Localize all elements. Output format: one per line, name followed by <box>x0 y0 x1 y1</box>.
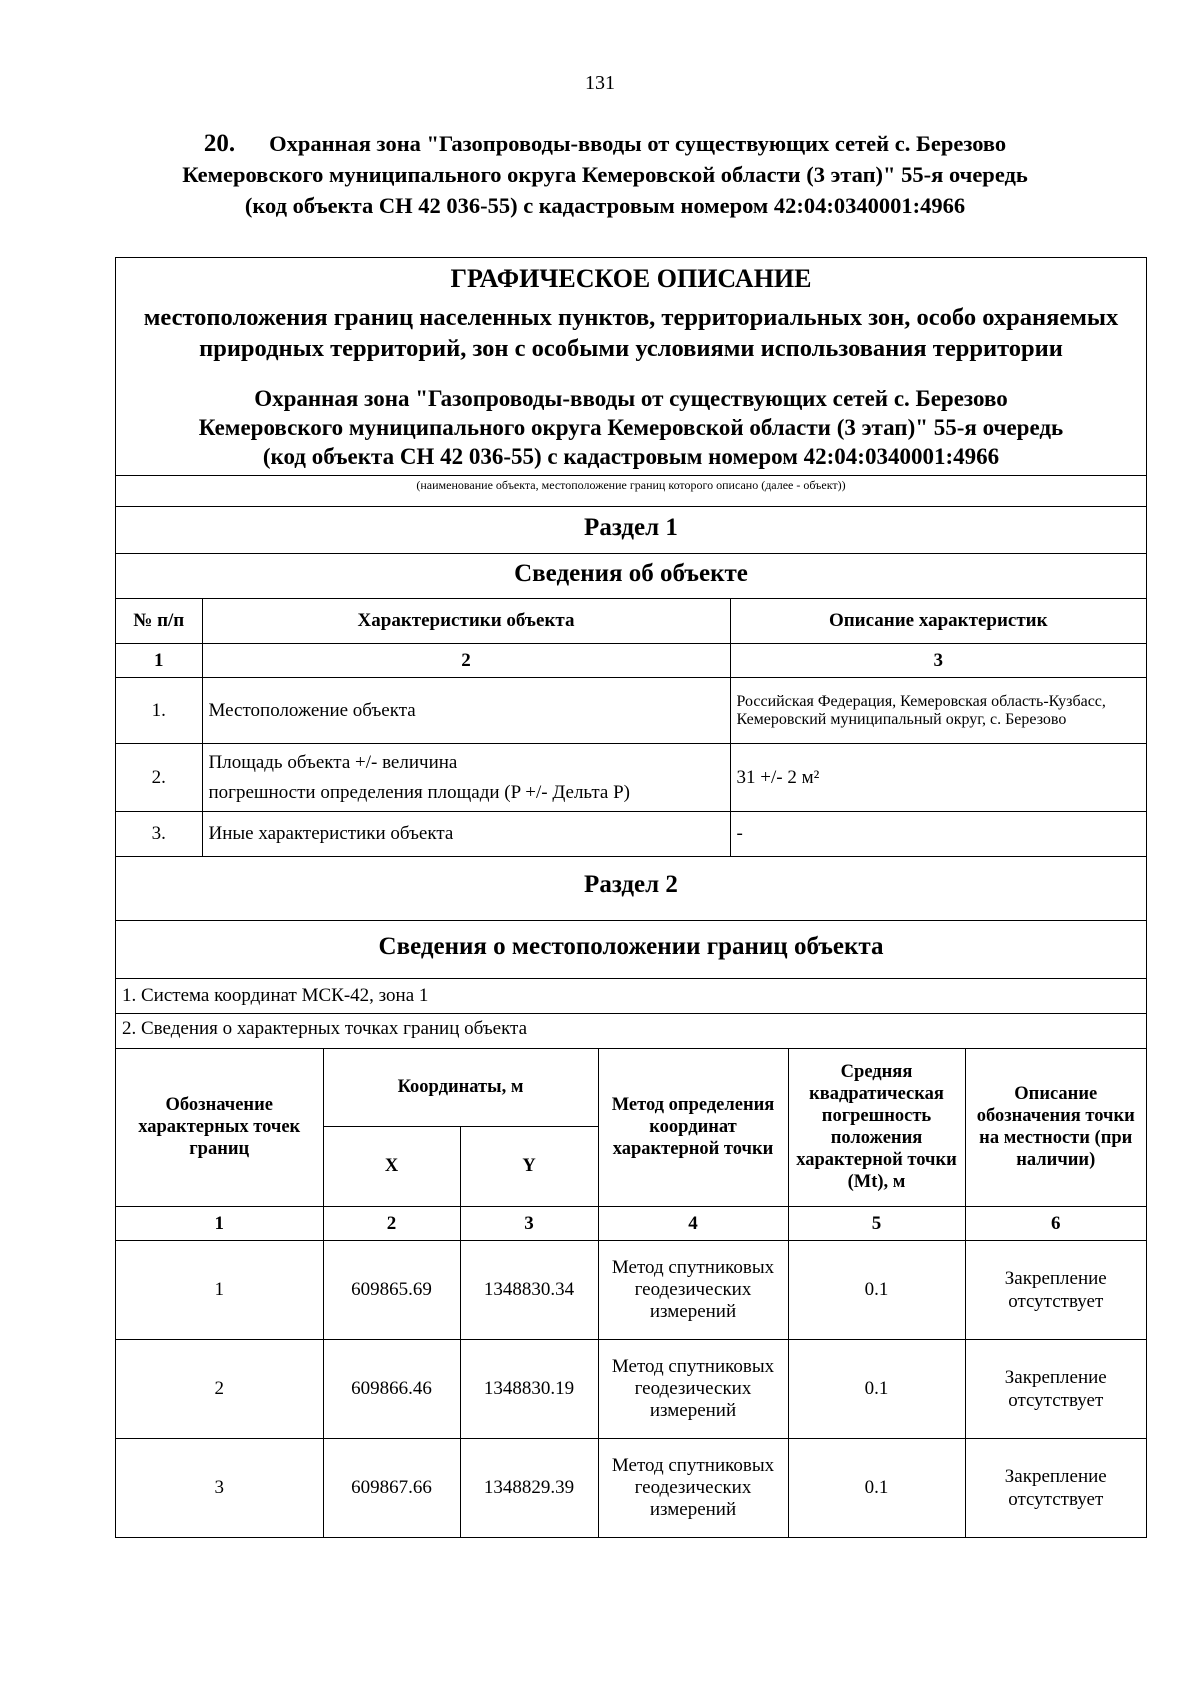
header-method: Метод определения координат характерной точки <box>598 1048 788 1206</box>
point-x: 609866.46 <box>323 1339 460 1438</box>
boundary-points-table <box>116 1048 1146 1538</box>
heading-number: 20. <box>203 130 236 157</box>
table-row <box>116 812 1146 856</box>
heading-line-1: Охранная зона "Газопроводы-вводы от существующих сетей с. Березово <box>269 131 1007 156</box>
row-value: 31 +/- 2 м² <box>730 744 1146 812</box>
index-cell: 6 <box>965 1206 1146 1240</box>
section-1-subtitle: Сведения об объекте <box>116 553 1146 598</box>
point-mt: 0.1 <box>788 1339 965 1438</box>
row-name <box>202 744 730 812</box>
point-y: 1348830.19 <box>460 1339 598 1438</box>
header-x: X <box>323 1126 460 1206</box>
point-method: Метод спутниковых геодезических измерений <box>598 1240 788 1339</box>
header-point-description: Описание обозначения точки на местности (при наличии) <box>965 1048 1146 1206</box>
point-x: 609867.66 <box>323 1438 460 1537</box>
row-num: 2. <box>116 744 202 812</box>
row-value: - <box>730 812 1146 856</box>
row-name-line-1: Площадь объекта +/- величина <box>208 751 458 773</box>
page-number: 131 <box>585 72 615 94</box>
table-row <box>116 1438 1146 1537</box>
index-cell: 2 <box>202 644 730 678</box>
index-cell: 4 <box>598 1206 788 1240</box>
points-index-row <box>116 1206 1146 1240</box>
section-2-subtitle: Сведения о местоположении границ объекта <box>116 920 1146 978</box>
header-num: № п/п <box>116 599 202 644</box>
table-row <box>116 678 1146 744</box>
object-name <box>116 384 1146 475</box>
point-id: 2 <box>116 1339 323 1438</box>
object-info-table <box>116 598 1146 856</box>
heading-line-2: Кемеровского муниципального округа Кемеровской области (3 этап)" 55-я очередь <box>182 162 1028 187</box>
row-num: 1. <box>116 678 202 744</box>
point-y: 1348830.34 <box>460 1240 598 1339</box>
header-mt: Средняя квадратическая погрешность положения характерной точки (Mt), м <box>788 1048 965 1206</box>
object-info-index-row <box>116 644 1146 678</box>
point-mt: 0.1 <box>788 1438 965 1537</box>
graphic-description-title: ГРАФИЧЕСКОЕ ОПИСАНИЕ <box>450 264 812 293</box>
row-num: 3. <box>116 812 202 856</box>
index-cell: 3 <box>460 1206 598 1240</box>
table-row <box>116 1339 1146 1438</box>
points-header-row <box>116 1048 1146 1126</box>
table-row <box>116 1240 1146 1339</box>
heading-line-3: (код объекта СН 42 036-55) с кадастровым номером 42:04:0340001:4966 <box>244 193 966 218</box>
header-coordinates: Координаты, м <box>323 1048 598 1126</box>
object-name-line-3: (код объекта СН 42 036-55) с кадастровым номером 42:04:0340001:4966 <box>262 444 1000 469</box>
table-row <box>116 744 1146 812</box>
point-description: Закрепление отсутствует <box>965 1339 1146 1438</box>
header-point-designation: Обозначение характерных точек границ <box>116 1048 323 1206</box>
graphic-description-frame <box>115 257 1147 1538</box>
object-caption: (наименование объекта, местоположение границ которого описано (далее - объект)) <box>116 475 1146 506</box>
index-cell: 5 <box>788 1206 965 1240</box>
point-method: Метод спутниковых геодезических измерений <box>598 1438 788 1537</box>
header-description: Описание характеристик <box>730 599 1146 644</box>
section-2-title: Раздел 2 <box>116 856 1146 920</box>
object-name-line-1: Охранная зона "Газопроводы-вводы от существующих сетей с. Березово <box>254 386 1008 411</box>
index-cell: 1 <box>116 1206 323 1240</box>
row-name-line-2: погрешности определения площади (P +/- Дельта P) <box>208 781 630 803</box>
graphic-description-subtitle: местоположения границ населенных пунктов, территориальных зон, особо охраняемых природных территорий, зон с особыми условиями использования территории <box>143 304 1119 362</box>
row-name: Иные характеристики объекта <box>202 812 730 856</box>
point-method: Метод спутниковых геодезических измерений <box>598 1339 788 1438</box>
point-mt: 0.1 <box>788 1240 965 1339</box>
header-y: Y <box>460 1126 598 1206</box>
point-description: Закрепление отсутствует <box>965 1240 1146 1339</box>
coordinate-system: 1. Система координат МСК-42, зона 1 <box>116 978 1146 1013</box>
point-y: 1348829.39 <box>460 1438 598 1537</box>
section-1-title: Раздел 1 <box>116 506 1146 553</box>
index-cell: 3 <box>730 644 1146 678</box>
index-cell: 1 <box>116 644 202 678</box>
row-value: Российская Федерация, Кемеровская область-Кузбасс, Кемеровский муниципальный округ, с. Березово <box>730 678 1146 744</box>
point-id: 3 <box>116 1438 323 1537</box>
point-description: Закрепление отсутствует <box>965 1438 1146 1537</box>
object-info-header-row <box>116 599 1146 644</box>
point-x: 609865.69 <box>323 1240 460 1339</box>
document-heading <box>120 128 1090 221</box>
index-cell: 2 <box>323 1206 460 1240</box>
header-characteristics: Характеристики объекта <box>202 599 730 644</box>
row-name: Местоположение объекта <box>202 678 730 744</box>
object-name-line-2: Кемеровского муниципального округа Кемеровской области (3 этап)" 55-я очередь <box>198 415 1064 440</box>
points-caption: 2. Сведения о характерных точках границ объекта <box>116 1013 1146 1048</box>
point-id: 1 <box>116 1240 323 1339</box>
